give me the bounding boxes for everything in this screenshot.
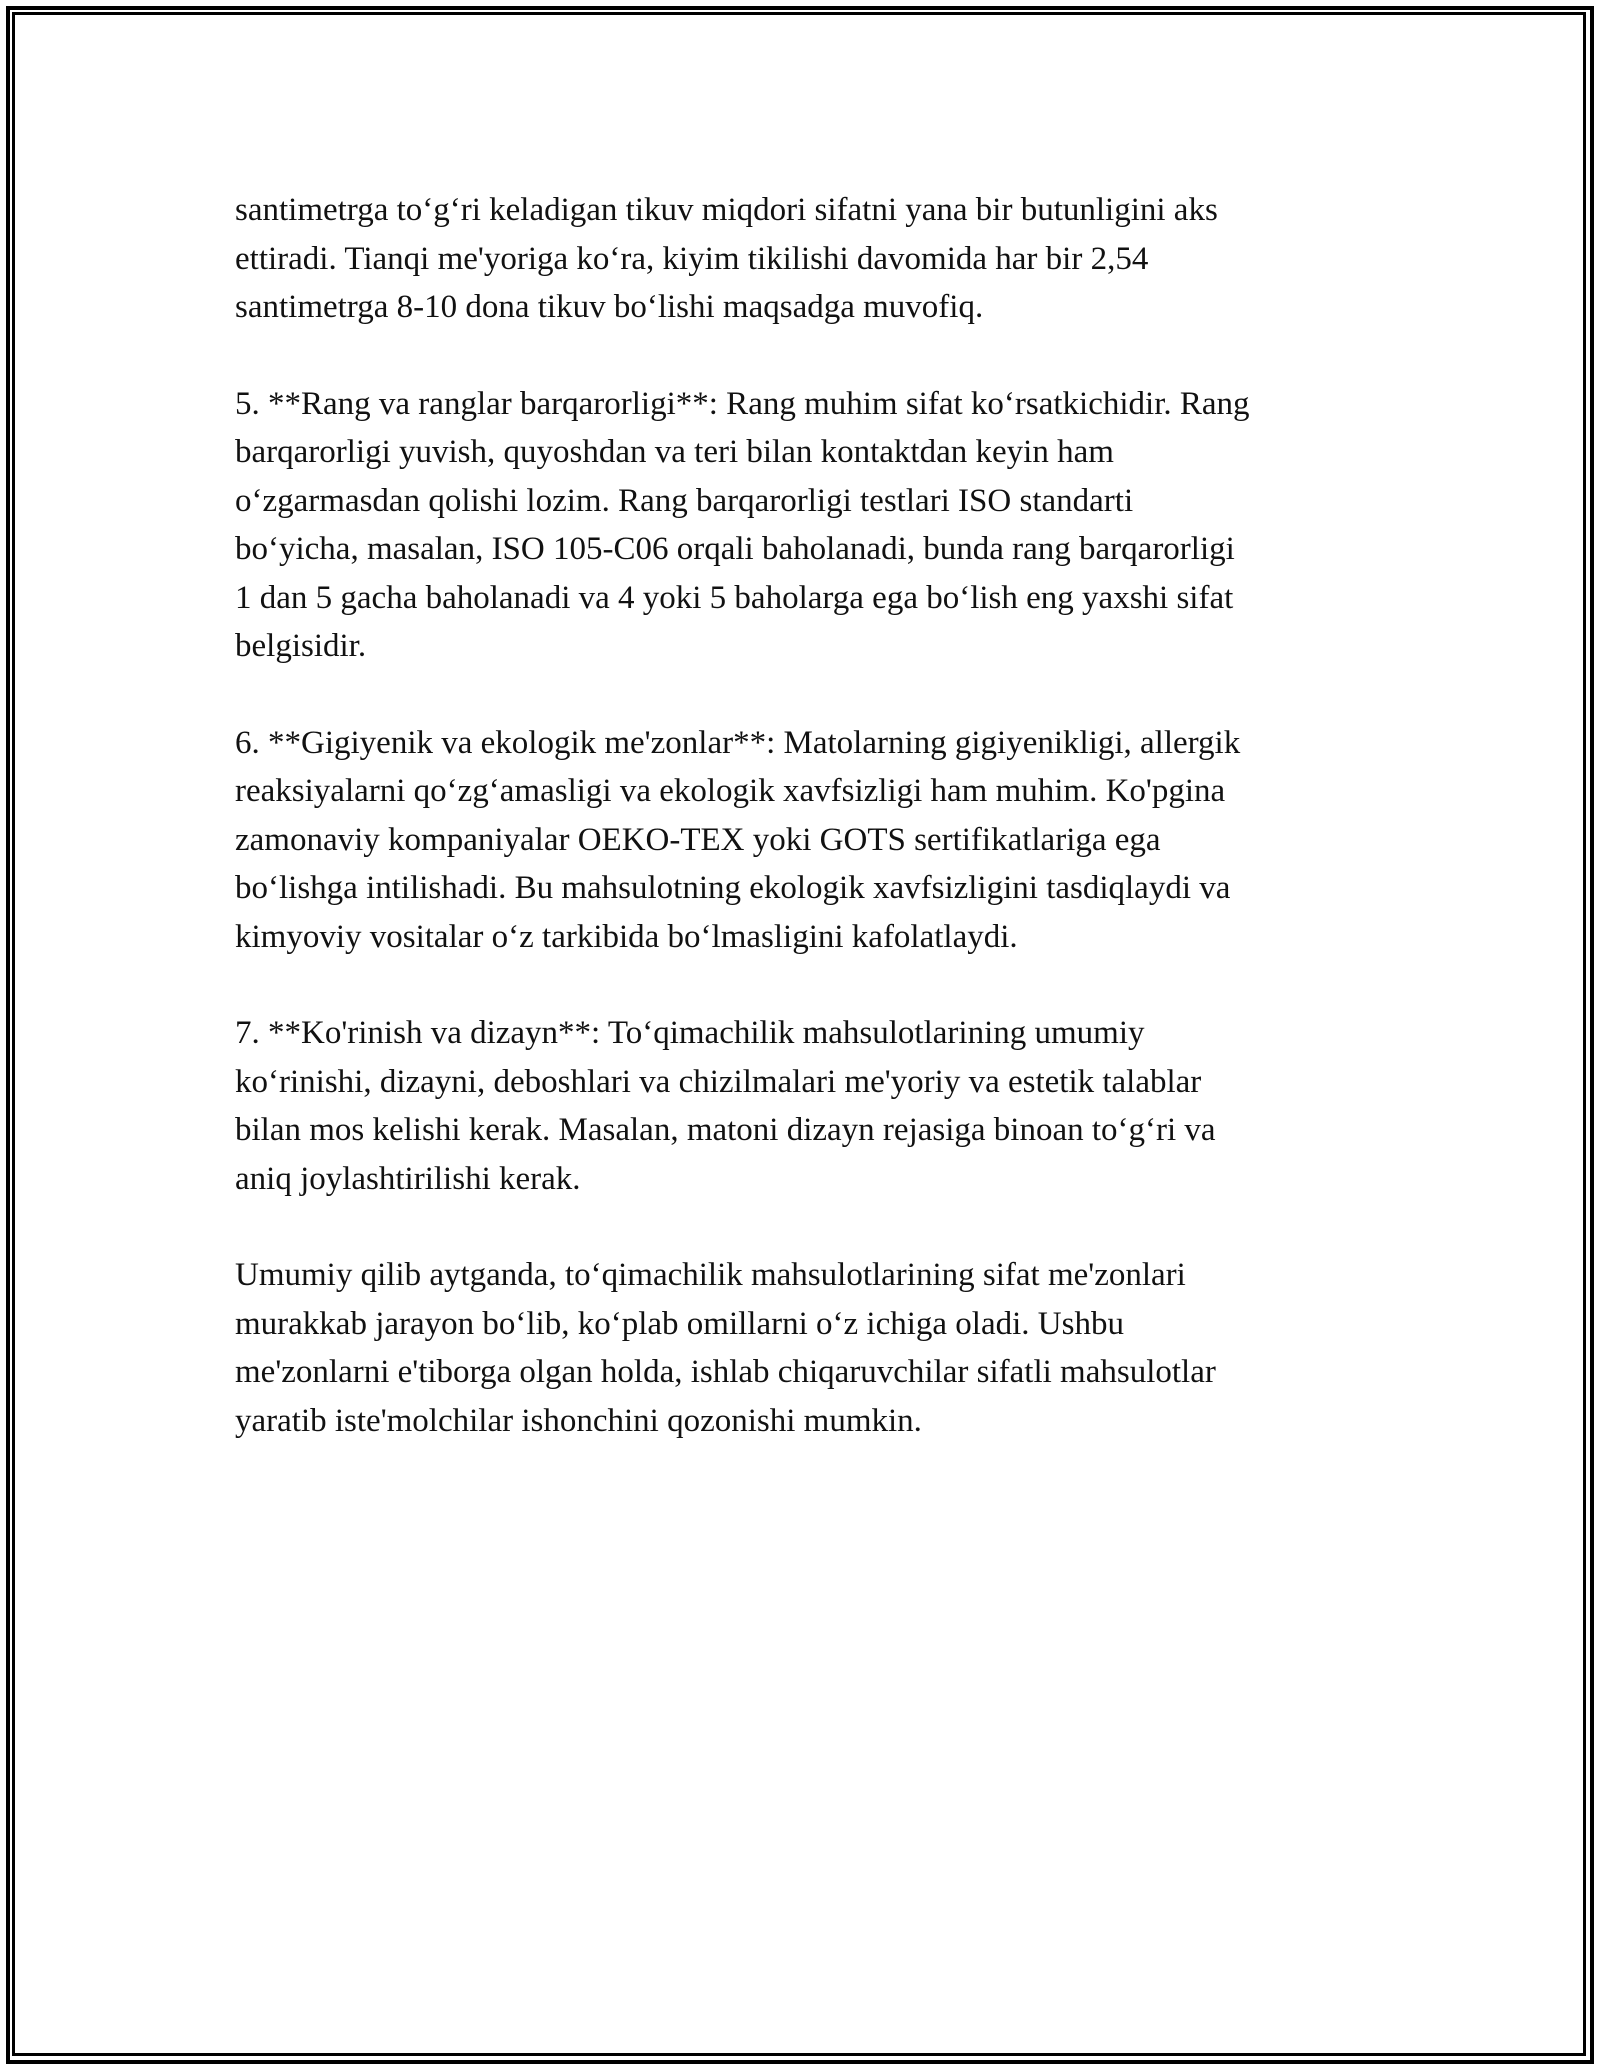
text-line: murakkab jarayon bo‘lib, ko‘plab omillarni o‘z ichiga oladi. Ushbu	[235, 1305, 1124, 1342]
document-body	[235, 186, 1375, 1493]
text-line: 5. **Rang va ranglar barqarorligi**: Rang muhim sifat ko‘rsatkichidir. Rang	[235, 385, 1250, 422]
text-line: barqarorligi yuvish, quyoshdan va teri bilan kontaktdan keyin ham	[235, 434, 1114, 470]
text-line: Umumiy qilib aytganda, to‘qimachilik mahsulotlarining sifat me'zonlari	[235, 1257, 1186, 1293]
text-line: bo‘lishga intilishadi. Bu mahsulotning ekologik xavfsizligini tasdiqlaydi va	[235, 870, 1231, 906]
paragraph-conclusion	[235, 1251, 1375, 1445]
text-line: bo‘yicha, masalan, ISO 105-C06 orqali baholanadi, bunda rang barqarorligi	[235, 531, 1235, 567]
text-line: reaksiyalarni qo‘zg‘amasligi va ekologik xavfsizligi ham muhim. Ko'pgina	[235, 773, 1226, 809]
paragraph-item-5	[235, 380, 1375, 671]
text-line: me'zonlarni e'tiborga olgan holda, ishlab chiqaruvchilar sifatli mahsulotlar	[235, 1354, 1216, 1390]
paragraph-item-7	[235, 1009, 1375, 1203]
text-line: ko‘rinishi, dizayni, deboshlari va chizilmalari me'yoriy va estetik talablar	[235, 1063, 1202, 1100]
text-line: o‘zgarmasdan qolishi lozim. Rang barqarorligi testlari ISO standarti	[235, 482, 1134, 519]
paragraph-continuation	[235, 186, 1375, 332]
text-line: kimyoviy vositalar o‘z tarkibida bo‘lmasligini kafolatlaydi.	[235, 918, 1018, 955]
text-line: zamonaviy kompaniyalar OEKO-TEX yoki GOTS sertifikatlariga ega	[235, 821, 1161, 858]
text-line: 1 dan 5 gacha baholanadi va 4 yoki 5 baholarga ega bo‘lish eng yaxshi sifat	[235, 579, 1234, 616]
text-line: 6. **Gigiyenik va ekologik me'zonlar**: Matolarning gigiyenikligi, allergik	[235, 724, 1241, 761]
text-line: ettiradi. Tianqi me'yoriga ko‘ra, kiyim tikilishi davomida har bir 2,54	[235, 240, 1149, 277]
text-line: santimetrga to‘g‘ri keladigan tikuv miqdori sifatni yana bir butunligini aks	[235, 192, 1218, 228]
paragraph-item-6	[235, 719, 1375, 962]
text-line: santimetrga 8-10 dona tikuv bo‘lishi maqsadga muvofiq.	[235, 289, 984, 325]
text-line: bilan mos kelishi kerak. Masalan, matoni dizayn rejasiga binoan to‘g‘ri va	[235, 1112, 1216, 1148]
text-line: 7. **Ko'rinish va dizayn**: To‘qimachilik mahsulotlarining umumiy	[235, 1015, 1145, 1051]
text-line: belgisidir.	[235, 628, 367, 664]
text-line: aniq joylashtirilishi kerak.	[235, 1160, 581, 1197]
text-line: yaratib iste'molchilar ishonchini qozonishi mumkin.	[235, 1402, 922, 1439]
